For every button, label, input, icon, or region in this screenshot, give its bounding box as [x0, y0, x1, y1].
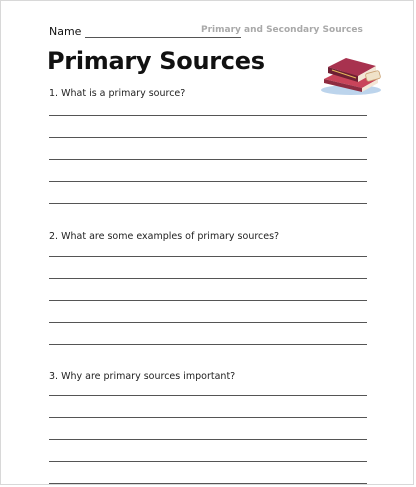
- answer-line[interactable]: [49, 395, 367, 396]
- answer-line[interactable]: [49, 461, 367, 462]
- answer-line[interactable]: [49, 322, 367, 323]
- question-3: 3. Why are primary sources important?: [49, 371, 236, 382]
- worksheet-header: [49, 25, 361, 41]
- answer-line[interactable]: [49, 439, 367, 440]
- name-label: Name: [49, 25, 82, 38]
- page-title: Primary Sources: [47, 47, 265, 75]
- answer-line[interactable]: [49, 181, 367, 182]
- answer-line[interactable]: [49, 344, 367, 345]
- subject-heading: Primary and Secondary Sources: [201, 25, 363, 35]
- answer-line[interactable]: [49, 417, 367, 418]
- name-field-line[interactable]: [85, 37, 241, 38]
- answer-line[interactable]: [49, 115, 367, 116]
- answer-line[interactable]: [49, 278, 367, 279]
- answer-line[interactable]: [49, 203, 367, 204]
- stacked-books-icon: [318, 52, 384, 96]
- answer-line[interactable]: [49, 137, 367, 138]
- answer-line[interactable]: [49, 483, 367, 484]
- question-1: 1. What is a primary source?: [49, 88, 186, 99]
- answer-line[interactable]: [49, 256, 367, 257]
- question-2: 2. What are some examples of primary sources?: [49, 231, 280, 242]
- answer-line[interactable]: [49, 159, 367, 160]
- answer-line[interactable]: [49, 300, 367, 301]
